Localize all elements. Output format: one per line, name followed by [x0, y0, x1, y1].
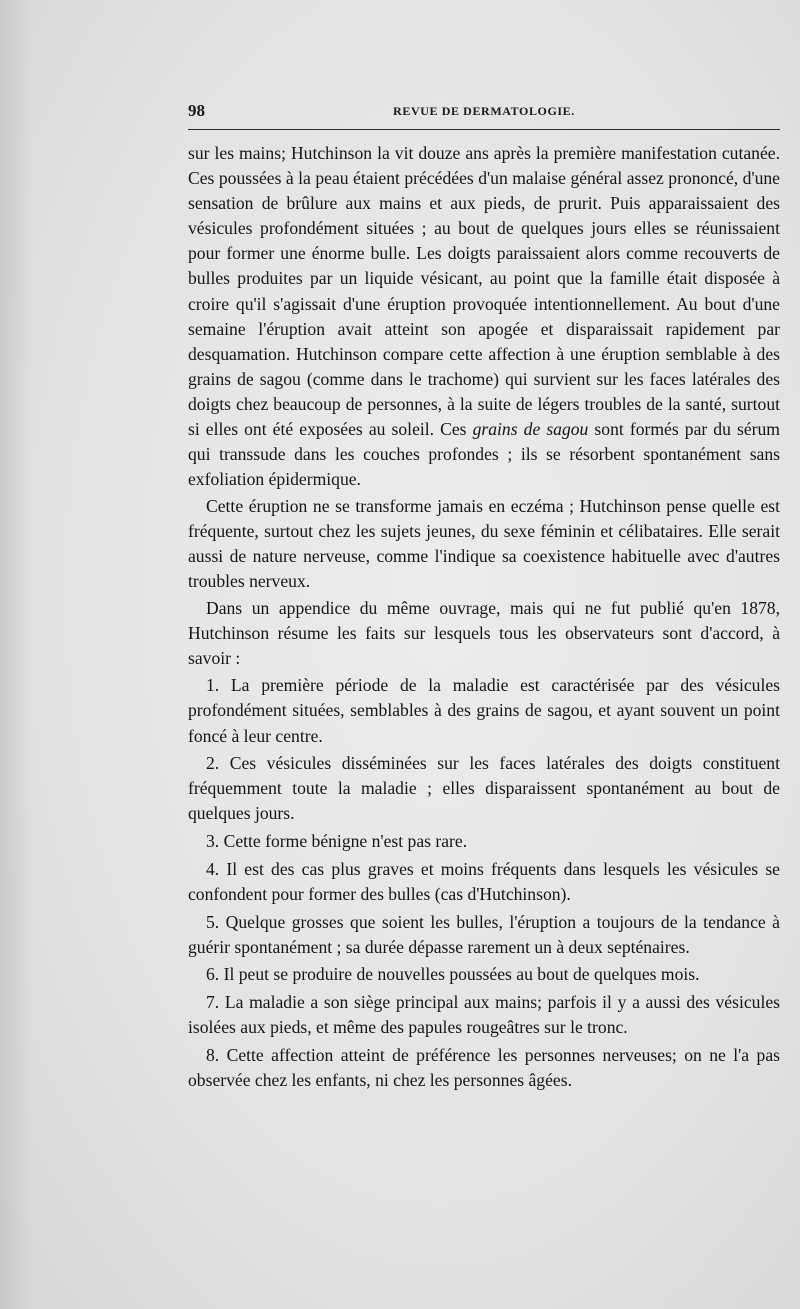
list-item: 6. Il peut se produire de nouvelles poussées au bout de quelques mois.: [206, 964, 700, 985]
list-item: 4. Il est des cas plus graves et moins fréquents dans lesquels les vésicules se confondent pour former des bulles (cas d'Hutchinson).: [188, 858, 780, 904]
paragraph-continuation: [188, 141, 780, 492]
paragraph: Cette éruption ne se transforme jamais en eczéma ; Hutchinson pense quelle est fréquente, surtout chez les sujets jeunes, du sexe féminin et célibataires. Elle serait aussi de nature nerveuse, comme l'indique sa coexistence habituelle avec d'autres troubles nerveux.: [188, 496, 780, 592]
page-gutter-shadow: [0, 0, 32, 1309]
paragraph-text: sont formés par du sérum qui transsude dans les couches profondes ; ils se résorbent spontanément sans exfoliation épidermique.: [188, 419, 780, 490]
body-text: [188, 141, 780, 1096]
list-item: 3. Cette forme bénigne n'est pas rare.: [206, 831, 468, 852]
italic-term: grains de sagou: [472, 419, 589, 440]
page-number: 98: [188, 101, 205, 120]
list-item: 1. La première période de la maladie est caractérisée par des vésicules profondément situées, semblables à des grains de sagou, et ayant souvent un point foncé à leur centre.: [188, 675, 780, 746]
page-header: [188, 101, 780, 123]
list-item: 8. Cette affection atteint de préférence les personnes nerveuses; on ne l'a pas observée chez les enfants, ni chez les personnes âgées.: [188, 1044, 780, 1090]
list-item: 7. La maladie a son siège principal aux mains; parfois il y a aussi des vésicules isolées aux pieds, et même des papules rougeâtres sur le tronc.: [188, 992, 780, 1038]
paragraph-text: sur les mains; Hutchinson la vit douze ans après la première manifestation cutanée. Ces poussées à la peau étaient précédées d'un malaise général assez prononcé, d'une sensation de brûlure aux mains et aux pieds, de prurit. Puis apparaissaient des vésicules profondément situées ; au bout de quelques jours elles se réunissaient pour former une énorme bulle. Les doigts paraissaient alors comme recouverts de bulles produites par un liquide vésicant, au point que la famille était disposée à croire qu'il s'agissait d'une éruption provoquée intentionnellement. Au bout d'une semaine l'éruption avait atteint son apogée et disparaissait rapidement par desquamation. Hutchinson compare cette affection à une éruption semblable à des grains de sagou (comme dans le trachome) qui survient sur les faces latérales des doigts chez beaucoup de personnes, à la suite de légers troubles de la santé, surtout si elles ont été exposées au soleil. Ces: [188, 143, 780, 440]
list-item: 2. Ces vésicules disséminées sur les faces latérales des doigts constituent fréquemment toute la maladie ; elles disparaissent spontanément au bout de quelques jours.: [188, 753, 780, 824]
running-title: REVUE DE DERMATOLOGIE.: [393, 104, 575, 118]
list-item: 5. Quelque grosses que soient les bulles, l'éruption a toujours de la tendance à guérir spontanément ; sa durée dépasse rarement un à deux septénaires.: [188, 911, 780, 957]
paragraph: Dans un appendice du même ouvrage, mais qui ne fut publié qu'en 1878, Hutchinson résume les faits sur lesquels tous les observateurs sont d'accord, à savoir :: [188, 598, 780, 669]
header-rule: [188, 129, 780, 130]
